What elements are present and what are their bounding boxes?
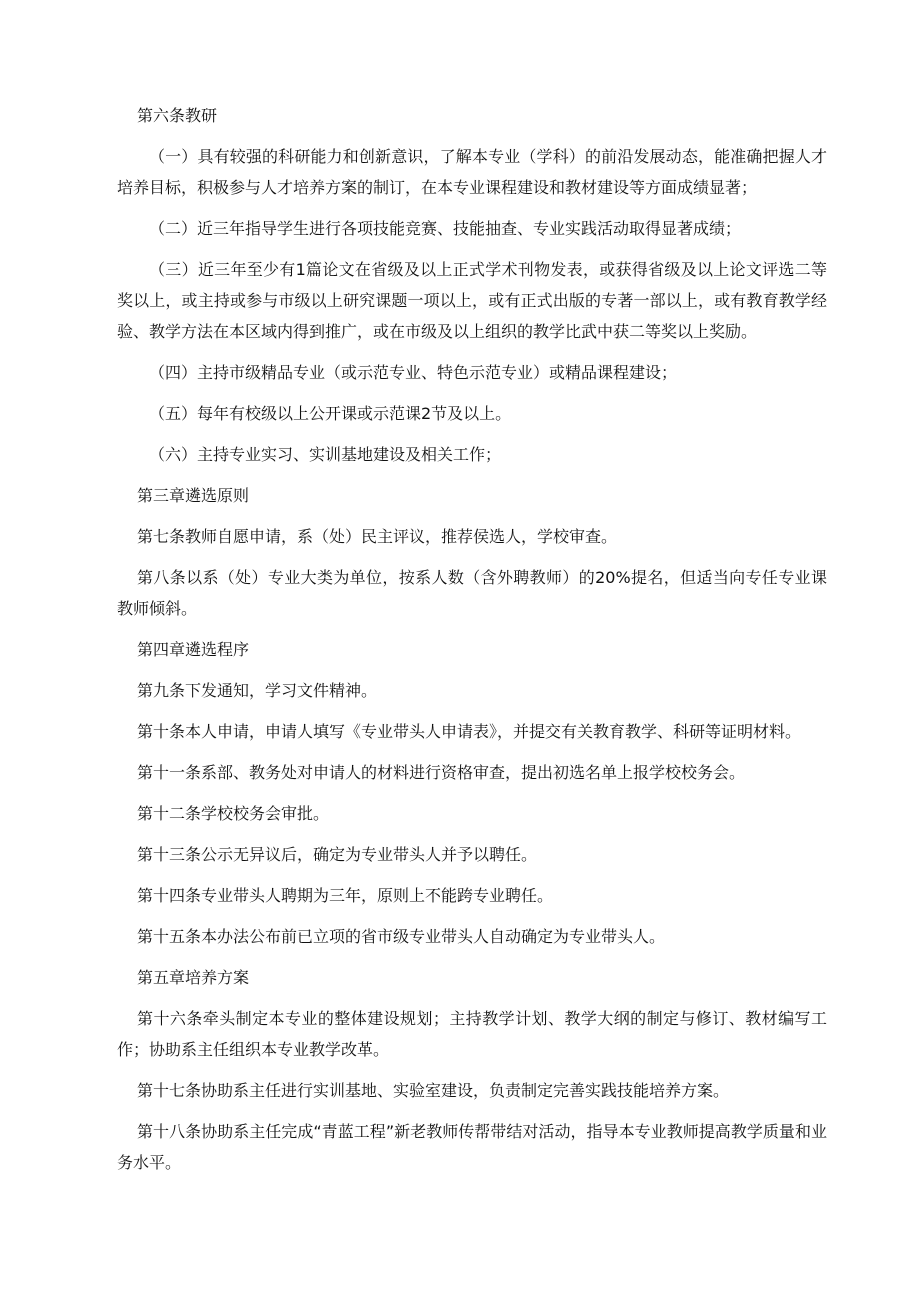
article-8: 第八条以系（处）专业大类为单位，按系人数（含外聘教师）的20%提名，但适当向专任专业课教师倾斜。 <box>117 568 827 618</box>
article-6-item-3: （三）近三年至少有1篇论文在省级及以上正式学术刊物发表，或获得省级及以上论文评选二等奖以上，或主持或参与市级以上研究课题一项以上，或有正式出版的专著一部以上，或有教育教学经验、教学方法在本区域内得到推广，或在市级及以上组织的教学比武中获二等奖以上奖励。 <box>117 260 827 341</box>
article-16: 第十六条牵头制定本专业的整体建设规划；主持教学计划、教学大纲的制定与修订、教材编写工作；协助系主任组织本专业教学改革。 <box>117 1009 827 1059</box>
chapter-3-heading: 第三章遴选原则 <box>137 486 250 505</box>
chapter-5-heading: 第五章培养方案 <box>137 968 250 987</box>
article-6-item-4: （四）主持市级精品专业（或示范专业、特色示范专业）或精品课程建设； <box>149 363 678 382</box>
article-6-item-5: （五）每年有校级以上公开课或示范课2节及以上。 <box>149 404 512 423</box>
article-18: 第十八条协助系主任完成“青蓝工程”新老教师传帮带结对活动，指导本专业教师提高教学质量和业务水平。 <box>117 1122 827 1172</box>
article-9: 第九条下发通知，学习文件精神。 <box>137 681 378 700</box>
article-10: 第十条本人申请，申请人填写《专业带头人申请表》，并提交有关教育教学、科研等证明材料。 <box>137 722 802 741</box>
article-15: 第十五条本办法公布前已立项的省市级专业带头人自动确定为专业带头人。 <box>137 927 666 946</box>
chapter-4-heading: 第四章遴选程序 <box>137 640 250 659</box>
article-7: 第七条教师自愿申请，系（处）民主评议，推荐侯选人，学校审查。 <box>137 527 618 546</box>
article-12: 第十二条学校校务会审批。 <box>137 804 330 823</box>
article-6-item-1: （一）具有较强的科研能力和创新意识，了解本专业（学科）的前沿发展动态，能准确把握人才培养目标，积极参与人才培养方案的制订，在本专业课程建设和教材建设等方面成绩显著； <box>117 147 827 197</box>
article-14: 第十四条专业带头人聘期为三年，原则上不能跨专业聘任。 <box>137 886 554 905</box>
article-6-item-2: （二）近三年指导学生进行各项技能竞赛、技能抽查、专业实践活动取得显著成绩； <box>149 219 742 238</box>
article-6-item-6: （六）主持专业实习、实训基地建设及相关工作； <box>149 445 502 464</box>
article-17: 第十七条协助系主任进行实训基地、实验室建设，负责制定完善实践技能培养方案。 <box>137 1081 730 1100</box>
article-13: 第十三条公示无异议后，确定为专业带头人并予以聘任。 <box>137 845 538 864</box>
article-6-heading: 第六条教研 <box>137 106 218 125</box>
document-body <box>117 100 827 1188</box>
article-11: 第十一条系部、教务处对申请人的材料进行资格审查，提出初选名单上报学校校务会。 <box>137 763 746 782</box>
